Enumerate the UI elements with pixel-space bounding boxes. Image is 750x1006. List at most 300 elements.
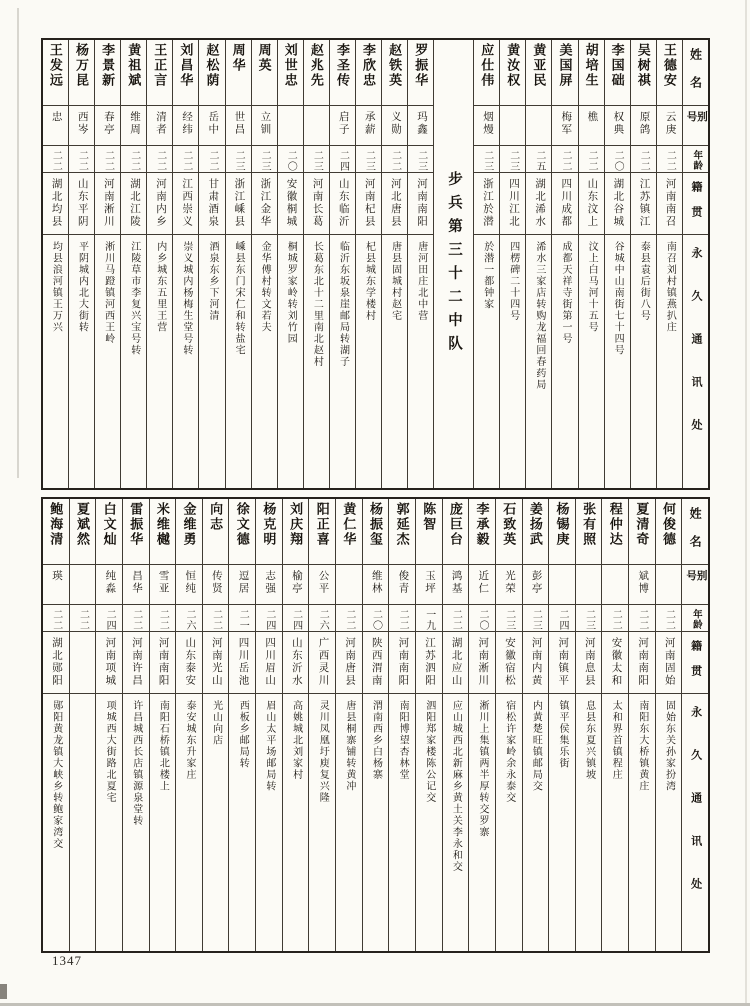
- origin-cell: [147, 173, 172, 235]
- age-cell: [173, 146, 198, 173]
- person-address: 淅川马蹬镇河西王岭: [102, 241, 114, 345]
- person-origin: 河南内乡: [155, 178, 167, 228]
- alias-cell: [656, 565, 682, 605]
- roster-entry-column: [95, 499, 122, 951]
- person-age: 二二: [343, 609, 355, 631]
- person-name: 石致英: [501, 502, 517, 547]
- age-cell: [309, 605, 335, 632]
- unit-title-label: 步兵第三十二中队: [445, 171, 462, 359]
- person-alias: 烟熳: [481, 111, 493, 136]
- address-cell: [256, 694, 282, 951]
- origin-cell: [500, 173, 525, 235]
- person-name: 刘昌华: [178, 43, 194, 88]
- alias-cell: [43, 565, 69, 605]
- person-address: 泗阳郑家楼陈公记交: [423, 700, 435, 804]
- roster-entry-column: [407, 40, 433, 488]
- origin-cell: [631, 173, 656, 235]
- person-age: 二二: [559, 150, 571, 172]
- person-age: 二〇: [285, 150, 297, 172]
- person-origin: 河南杞县: [363, 178, 375, 228]
- roster-entry-column: [43, 499, 69, 951]
- person-origin: 江西崇义: [181, 178, 193, 228]
- origin-cell: [496, 632, 522, 694]
- roster-entry-column: [548, 499, 575, 951]
- address-cell: [605, 235, 630, 488]
- name-cell: [549, 499, 575, 565]
- person-origin: 河南项城: [104, 637, 116, 687]
- address-cell: [500, 235, 525, 488]
- age-cell: [252, 146, 277, 173]
- age-cell: [382, 146, 407, 173]
- person-origin: 湖北郧阳: [51, 637, 63, 687]
- person-alias: 梅军: [560, 111, 572, 136]
- address-cell: [469, 694, 495, 951]
- alias-cell: [408, 106, 433, 146]
- name-cell: [382, 40, 407, 106]
- person-alias: 传贤: [210, 570, 222, 595]
- person-name: 罗振华: [413, 43, 429, 88]
- person-age: 二三: [415, 150, 427, 172]
- age-cell: [199, 146, 224, 173]
- name-cell: [304, 40, 329, 106]
- name-cell: [443, 499, 469, 565]
- name-cell: [121, 40, 146, 106]
- person-address: 固始东关孙家扮湾: [663, 700, 675, 792]
- person-age: 二三: [363, 150, 375, 172]
- origin-cell: [203, 632, 229, 694]
- person-age: 二六: [317, 609, 329, 631]
- person-origin: 山东沂水: [290, 637, 302, 687]
- origin-cell: [363, 632, 389, 694]
- person-origin: 山东平阴: [76, 178, 88, 228]
- origin-cell: [69, 173, 94, 235]
- roster-entry-column: [282, 499, 309, 951]
- address-cell: [199, 235, 224, 488]
- person-origin: 浙江嵊县: [233, 178, 245, 228]
- alias-cell: [576, 565, 602, 605]
- alias-cell: [443, 565, 469, 605]
- age-cell: [443, 605, 469, 632]
- person-age: 二〇: [612, 150, 624, 172]
- name-cell: [500, 40, 525, 106]
- person-address: 内乡城东五里王营: [154, 241, 166, 333]
- alias-cell: [147, 106, 172, 146]
- person-age: 二〇: [477, 609, 489, 631]
- age-cell: [121, 146, 146, 173]
- address-cell: [283, 694, 309, 951]
- person-origin: 四川眉山: [264, 637, 276, 687]
- alias-cell: [602, 565, 628, 605]
- person-origin: 广西灵川: [317, 637, 329, 687]
- roster-entry-column: [277, 40, 303, 488]
- roster-entry-column: [69, 499, 96, 951]
- person-age: 二四: [263, 609, 275, 631]
- person-address: 唐县桐寨铺转黄冲: [343, 700, 355, 792]
- alias-cell: [416, 565, 442, 605]
- header-cell: [683, 235, 708, 488]
- name-cell: [657, 40, 682, 106]
- name-cell: [203, 499, 229, 565]
- person-address: 嵊县东门宋仁和转盐宅: [233, 241, 245, 356]
- alias-cell: [579, 106, 604, 146]
- roster-entry-column: [551, 40, 577, 488]
- person-address: 长葛东北十二里南北赵村: [311, 241, 323, 368]
- address-cell: [229, 694, 255, 951]
- person-address: 浠水三家店转购龙福回春药局: [533, 241, 545, 391]
- person-name: 赵松荫: [204, 43, 220, 88]
- alias-cell: [95, 106, 120, 146]
- person-address: 太和界首镇程庄: [610, 700, 622, 781]
- person-age: 二四: [556, 609, 568, 631]
- person-address: 南召刘村镇燕扒庄: [664, 241, 676, 333]
- person-origin: 河南唐县: [344, 637, 356, 687]
- alias-cell: [256, 565, 282, 605]
- person-address: 泰县袁后街八号: [638, 241, 650, 322]
- person-age: 二二: [610, 609, 622, 631]
- person-address: 光山向店: [210, 700, 222, 746]
- person-origin: 山东临沂: [337, 178, 349, 228]
- person-name: 刘世忠: [282, 43, 298, 88]
- address-cell: [552, 235, 577, 488]
- person-name: 胡培生: [583, 43, 599, 88]
- alias-cell: [278, 106, 303, 146]
- roster-entry-column: [355, 40, 381, 488]
- address-cell: [356, 235, 381, 488]
- age-cell: [469, 605, 495, 632]
- origin-cell: [629, 632, 655, 694]
- person-address: 四楞碑二十四号: [507, 241, 519, 322]
- address-cell: [226, 235, 251, 488]
- person-age: 二二: [664, 150, 676, 172]
- person-alias: 承薪: [363, 111, 375, 136]
- person-origin: 河南固始: [663, 637, 675, 687]
- person-name: 黄汝权: [505, 43, 521, 88]
- header-cell: [683, 40, 708, 106]
- roster-entry-column: [225, 40, 251, 488]
- address-cell: [526, 235, 551, 488]
- address-cell: [203, 694, 229, 951]
- person-origin: 河南光山: [210, 637, 222, 687]
- roster-entry-column: [578, 40, 604, 488]
- name-cell: [176, 499, 202, 565]
- name-cell: [363, 499, 389, 565]
- address-cell: [96, 694, 122, 951]
- roster-entry-column: [228, 499, 255, 951]
- person-name: 黄亚民: [531, 43, 547, 88]
- name-cell: [199, 40, 224, 106]
- address-cell: [363, 694, 389, 951]
- person-origin: 四川江北: [508, 178, 520, 228]
- name-cell: [43, 40, 68, 106]
- person-address: 江陵草市李复兴宝号转: [128, 241, 140, 356]
- person-age: 二一: [237, 609, 249, 631]
- name-cell: [605, 40, 630, 106]
- alias-cell: [226, 106, 251, 146]
- name-cell: [283, 499, 309, 565]
- alias-cell: [523, 565, 549, 605]
- person-age: 二三: [503, 609, 515, 631]
- name-cell: [226, 40, 251, 106]
- person-address: 息县东夏兴镇坡: [583, 700, 595, 781]
- name-cell: [278, 40, 303, 106]
- person-name: 李圣传: [334, 43, 350, 88]
- person-origin: 湖北江陵: [128, 178, 140, 228]
- person-alias: 维周: [128, 111, 140, 136]
- person-name: 杨万昆: [74, 43, 89, 88]
- person-alias: 俊青: [397, 570, 409, 595]
- name-cell: [408, 40, 433, 106]
- name-cell: [579, 40, 604, 106]
- person-name: 美国屏: [557, 43, 573, 88]
- alias-cell: [96, 565, 122, 605]
- address-cell: [176, 694, 202, 951]
- age-cell: [363, 605, 389, 632]
- person-alias: 近仁: [477, 570, 489, 595]
- person-address: 唐县固城村赵宅: [389, 241, 401, 322]
- person-alias: 岳中: [207, 111, 219, 136]
- person-age: 二二: [210, 609, 222, 631]
- person-address: 酒泉东乡下河清: [206, 241, 218, 322]
- person-name: 赵兆先: [308, 43, 324, 88]
- person-age: 二二: [130, 609, 142, 631]
- person-origin: 湖北均县: [50, 178, 62, 228]
- age-cell: [330, 146, 355, 173]
- person-age: 二二: [206, 150, 218, 172]
- person-origin: 浙江於潜: [481, 178, 493, 228]
- person-origin: 江苏镇江: [638, 178, 650, 228]
- address-cell: [382, 235, 407, 488]
- person-name: 程仲达: [607, 502, 623, 547]
- origin-cell: [121, 173, 146, 235]
- origin-cell: [176, 632, 202, 694]
- name-cell: [96, 499, 122, 565]
- person-name: 周华: [230, 43, 246, 73]
- name-cell: [631, 40, 656, 106]
- person-origin: 湖北浠水: [534, 178, 546, 228]
- person-age: 二二: [180, 150, 192, 172]
- person-address: 项城西大街路北夏宅: [104, 700, 116, 804]
- person-alias: 公平: [317, 570, 329, 595]
- roster-entry-column: [362, 499, 389, 951]
- origin-cell: [43, 632, 69, 694]
- roster-entry-column: [251, 40, 277, 488]
- origin-cell: [443, 632, 469, 694]
- name-cell: [229, 499, 255, 565]
- origin-cell: [382, 173, 407, 235]
- roster-entry-column: [495, 499, 522, 951]
- address-cell: [123, 694, 149, 951]
- person-alias: 彭亭: [530, 570, 542, 595]
- person-age: 二五: [533, 150, 545, 172]
- person-origin: 河南镇平: [557, 637, 569, 687]
- person-age: 二二: [663, 609, 675, 631]
- origin-cell: [526, 173, 551, 235]
- person-age: 二二: [50, 150, 62, 172]
- person-origin: 安徽宿松: [503, 637, 515, 687]
- roster-entry-column: [198, 40, 224, 488]
- name-cell: [256, 499, 282, 565]
- alias-cell: [629, 565, 655, 605]
- person-name: 金维勇: [181, 502, 197, 547]
- alias-cell: [526, 106, 551, 146]
- name-cell: [416, 499, 442, 565]
- address-cell: [631, 235, 656, 488]
- roster-entry-column: [329, 40, 355, 488]
- person-alias: 春亭: [102, 111, 114, 136]
- person-name: 周英: [256, 43, 272, 73]
- alias-cell: [657, 106, 682, 146]
- person-name: 庞巨台: [447, 502, 463, 547]
- alias-cell: [69, 106, 94, 146]
- person-name: 赵铁英: [387, 43, 403, 88]
- alias-cell: [121, 106, 146, 146]
- roster-entry-column: [388, 499, 415, 951]
- origin-cell: [552, 173, 577, 235]
- age-cell: [416, 605, 442, 632]
- alias-cell: [631, 106, 656, 146]
- person-name: 吴树祺: [635, 43, 651, 88]
- person-origin: 山东泰安: [184, 637, 196, 687]
- person-address: 高姚城北刘家村: [290, 700, 302, 781]
- alias-cell: [309, 565, 335, 605]
- person-origin: 浙江金华: [259, 178, 271, 228]
- person-address: 杞县城东学楼村: [363, 241, 375, 322]
- roster-entry-column: [415, 499, 442, 951]
- roster-entry-column: [335, 499, 362, 951]
- person-origin: 河南南阳: [157, 637, 169, 687]
- alias-cell: [252, 106, 277, 146]
- origin-cell: [356, 173, 381, 235]
- address-cell: [43, 235, 68, 488]
- address-cell: [474, 235, 499, 488]
- roster-entry-column: [601, 499, 628, 951]
- person-address: 南阳博望杏林堂: [397, 700, 409, 781]
- name-cell: [95, 40, 120, 106]
- roster-entry-column: [172, 40, 198, 488]
- roster-entry-column: [94, 40, 120, 488]
- person-origin: 河南南阳: [415, 178, 427, 228]
- person-origin: 河南淅川: [477, 637, 489, 687]
- origin-cell: [576, 632, 602, 694]
- header-cell: [682, 605, 708, 632]
- header-alias-label: 别号: [685, 111, 707, 129]
- origin-cell: [199, 173, 224, 235]
- age-cell: [150, 605, 176, 632]
- age-cell: [576, 605, 602, 632]
- person-age: 二三: [507, 150, 519, 172]
- origin-cell: [408, 173, 433, 235]
- name-cell: [576, 499, 602, 565]
- name-cell: [656, 499, 682, 565]
- person-name: 陈智: [421, 502, 437, 532]
- person-origin: 河南南召: [664, 178, 676, 228]
- alias-cell: [605, 106, 630, 146]
- person-origin: 河南许昌: [130, 637, 142, 687]
- person-alias: 樵: [586, 111, 598, 124]
- origin-cell: [304, 173, 329, 235]
- age-cell: [474, 146, 499, 173]
- name-cell: [330, 40, 355, 106]
- person-address: 平阴城内北大街转: [76, 241, 88, 333]
- age-cell: [526, 146, 551, 173]
- origin-cell: [278, 173, 303, 235]
- origin-cell: [469, 632, 495, 694]
- person-alias: 启子: [337, 111, 349, 136]
- address-cell: [549, 694, 575, 951]
- header-cell: [682, 694, 708, 951]
- roster-entry-column: [655, 499, 682, 951]
- person-address: 崇义城内杨梅生堂号转: [180, 241, 192, 356]
- roster-entry-column: [468, 499, 495, 951]
- age-cell: [147, 146, 172, 173]
- person-address: 南阳石桥镇北楼上: [157, 700, 169, 792]
- scan-artifact-left-edge: [17, 8, 19, 478]
- alias-cell: [283, 565, 309, 605]
- name-cell: [629, 499, 655, 565]
- person-address: 内黄楚旺镇邮局交: [530, 700, 542, 792]
- header-cell: [683, 146, 708, 173]
- person-address: 应山城西北新麻乡黄土关李永和交: [450, 700, 462, 873]
- age-cell: [176, 605, 202, 632]
- person-alias: 清者: [155, 111, 167, 136]
- origin-cell: [336, 632, 362, 694]
- age-cell: [602, 605, 628, 632]
- roster-entry-column: [656, 40, 682, 488]
- name-cell: [147, 40, 172, 106]
- origin-cell: [605, 173, 630, 235]
- person-alias: 西岑: [76, 111, 88, 136]
- header-cell: [683, 106, 708, 146]
- person-age: 二二: [636, 609, 648, 631]
- address-cell: [602, 694, 628, 951]
- origin-cell: [226, 173, 251, 235]
- person-origin: 四川岳池: [237, 637, 249, 687]
- person-alias: 榆亭: [290, 570, 302, 595]
- person-alias: 权典: [612, 111, 624, 136]
- origin-cell: [252, 173, 277, 235]
- address-cell: [304, 235, 329, 488]
- address-cell: [629, 694, 655, 951]
- person-alias: 玛鑫: [415, 111, 427, 136]
- person-name: 鲍海清: [48, 502, 64, 547]
- person-origin: 河南南阳: [397, 637, 409, 687]
- address-cell: [95, 235, 120, 488]
- age-cell: [579, 146, 604, 173]
- name-cell: [173, 40, 198, 106]
- roster-entry-column: [308, 499, 335, 951]
- name-cell: [469, 499, 495, 565]
- age-cell: [256, 605, 282, 632]
- alias-cell: [500, 106, 525, 146]
- address-cell: [150, 694, 176, 951]
- age-cell: [408, 146, 433, 173]
- alias-cell: [43, 106, 68, 146]
- person-name: 徐文德: [234, 502, 250, 547]
- unit-title-column: [433, 40, 473, 488]
- name-cell: [356, 40, 381, 106]
- address-cell: [576, 694, 602, 951]
- person-origin: 河南长葛: [311, 178, 323, 228]
- person-age: 二三: [481, 150, 493, 172]
- roster-entry-column: [628, 499, 655, 951]
- header-age-label: 年龄: [691, 150, 702, 171]
- roster-entry-column: [122, 499, 149, 951]
- person-address: 灵川凤凰圩庾复兴隆: [317, 700, 329, 804]
- person-name: 黄仁华: [341, 502, 357, 547]
- person-name: 杨振玺: [367, 502, 383, 547]
- header-alias-label: 别号: [685, 570, 707, 588]
- person-alias: 忠: [50, 111, 62, 124]
